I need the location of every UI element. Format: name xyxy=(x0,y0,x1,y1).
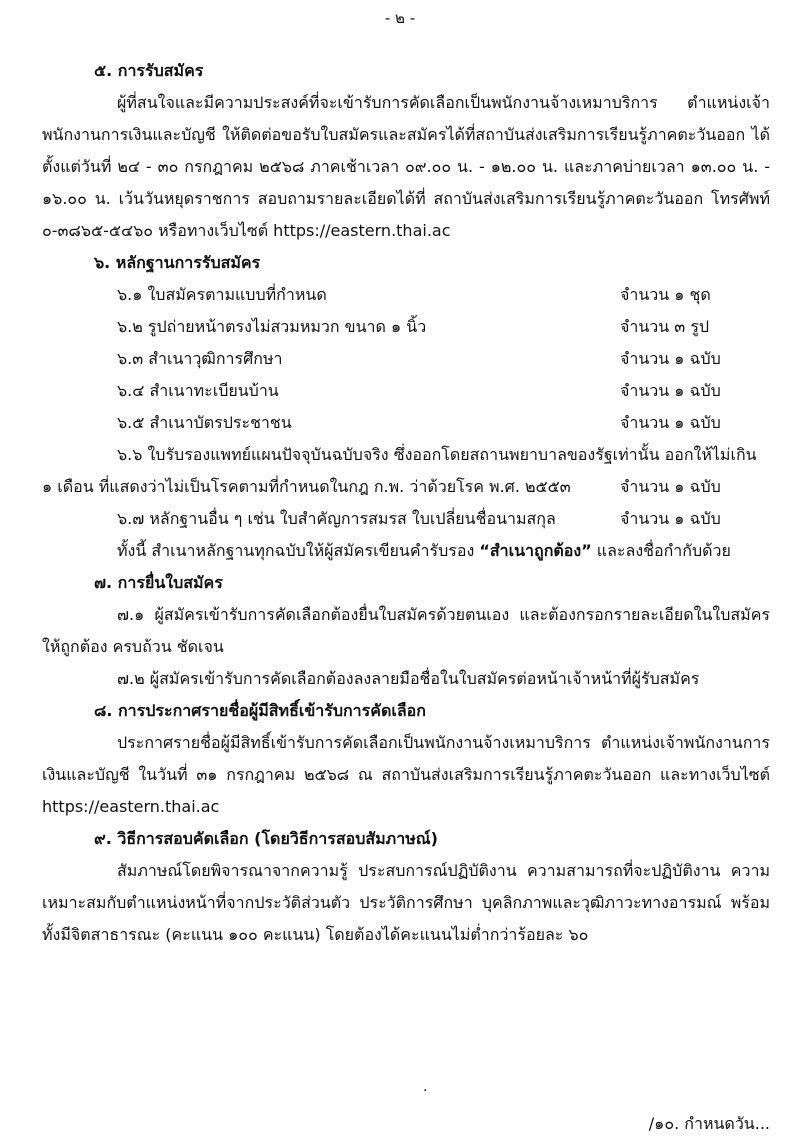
evidence-item-qty: จำนวน ๑ ฉบับ xyxy=(620,509,721,528)
evidence-item xyxy=(42,503,770,535)
evidence-item-text: ๖.๔ สำเนาทะเบียนบ้าน xyxy=(117,381,279,400)
evidence-note-before: ทั้งนี้ สำเนาหลักฐานทุกฉบับให้ผู้สมัครเขียนคำรับรอง xyxy=(117,541,480,560)
section-7-item-2: ๗.๒ ผู้สมัครเข้ารับการคัดเลือกต้องลงลายมือชื่อในใบสมัครต่อหน้าเจ้าหน้าที่ผู้รับสมัคร xyxy=(117,669,700,688)
evidence-item-qty: จำนวน ๓ รูป xyxy=(620,317,710,336)
section-9-text: สัมภาษณ์โดยพิจารณาจากความรู้ ประสบการณ์ปฏิบัติงาน ความสามารถที่จะปฏิบัติงาน ความเหมาะสมกับตำแหน่งหน้าที่จากประวัติส่วนตัว ประวัติการศึกษา บุคลิกภาพและวุฒิภาวะทางอารมณ์ พร้อมทั้งมีจิตสาธารณะ (คะแนน ๑๐๐ คะแนน) โดยต้องได้คะแนนไม่ต่ำกว่าร้อยละ ๖๐ xyxy=(42,861,770,944)
evidence-item-medical xyxy=(42,439,770,503)
scan-dot-mark: · xyxy=(423,1083,428,1099)
section-6-heading: ๖. หลักฐานการรับสมัคร xyxy=(94,253,261,272)
evidence-note xyxy=(42,535,770,567)
evidence-item-medical-line2: ๑ เดือน ที่แสดงว่าไม่เป็นโรคตามที่กำหนดในกฎ ก.พ. ว่าด้วยโรค พ.ศ. ๒๕๕๓ xyxy=(42,477,571,496)
evidence-item-medical-line1: ๖.๖ ใบรับรองแพทย์แผนปัจจุบันฉบับจริง ซึ่งออกโดยสถานพยาบาลของรัฐเท่านั้น ออกให้ไม่เกิน xyxy=(117,445,757,464)
evidence-item-text: ๖.๑ ใบสมัครตามแบบที่กำหนด xyxy=(117,285,327,304)
document-body xyxy=(42,55,770,951)
evidence-item xyxy=(42,279,770,311)
evidence-item-text: ๖.๓ สำเนาวุฒิการศึกษา xyxy=(117,349,283,368)
evidence-note-after: และลงชื่อกำกับด้วย xyxy=(591,541,731,560)
evidence-item-qty: จำนวน ๑ ฉบับ xyxy=(620,477,721,496)
page-number: - ๒ - xyxy=(384,9,416,27)
evidence-note-bold: “สำเนาถูกต้อง” xyxy=(479,541,592,560)
evidence-item xyxy=(42,407,770,439)
section-5-heading: ๕. การรับสมัคร xyxy=(94,61,204,80)
evidence-item-text: ๖.๕ สำเนาบัตรประชาชน xyxy=(117,413,292,432)
evidence-item-qty: จำนวน ๑ ชุด xyxy=(620,285,711,304)
continuation-footer: /๑๐. กำหนดวัน... xyxy=(648,1114,770,1133)
section-7-item-1: ๗.๑ ผู้สมัครเข้ารับการคัดเลือกต้องยื่นใบสมัครด้วยตนเอง และต้องกรอกรายละเอียดในใบสมัครให้ถูกต้อง ครบถ้วน ชัดเจน xyxy=(42,605,770,656)
section-7-heading: ๗. การยื่นใบสมัคร xyxy=(94,573,223,592)
evidence-item xyxy=(42,375,770,407)
evidence-item-qty: จำนวน ๑ ฉบับ xyxy=(620,413,721,432)
evidence-item-text: ๖.๒ รูปถ่ายหน้าตรงไม่สวมหมวก ขนาด ๑ นิ้ว xyxy=(117,317,427,336)
section-5-text: ผู้ที่สนใจและมีความประสงค์ที่จะเข้ารับการคัดเลือกเป็นพนักงานจ้างเหมาบริการ ตำแหน่งเจ้าพนักงานการเงินและบัญชี ให้ติดต่อขอรับใบสมัครและสมัครได้ที่สถาบันส่งเสริมการเรียนรู้ภาคตะวันออก ได้ตั้งแต่วันที่ ๒๔ - ๓๐ กรกฎาคม ๒๕๖๘ ภาคเช้าเวลา ๐๙.๐๐ น. - ๑๒.๐๐ น. และภาคบ่ายเวลา ๑๓.๐๐ น. - ๑๖.๐๐ น. เว้นวันหยุดราชการ สอบถามรายละเอียดได้ที่ สถาบันส่งเสริมการเรียนรู้ภาคตะวันออก โทรศัพท์ ๐-๓๘๖๕-๕๔๖๐ หรือทางเว็บไซต์ https://eastern.thai.ac xyxy=(42,93,771,240)
evidence-item-qty: จำนวน ๑ ฉบับ xyxy=(620,381,721,400)
evidence-item xyxy=(42,311,770,343)
evidence-item-qty: จำนวน ๑ ฉบับ xyxy=(620,349,721,368)
section-8-text: ประกาศรายชื่อผู้มีสิทธิ์เข้ารับการคัดเลือกเป็นพนักงานจ้างเหมาบริการ ตำแหน่งเจ้าพนักงานการเงินและบัญชี ในวันที่ ๓๑ กรกฎาคม ๒๕๖๘ ณ สถาบันส่งเสริมการเรียนรู้ภาคตะวันออก และทางเว็บไซต์ https://eastern.thai.ac xyxy=(42,733,770,816)
evidence-item-text: ๖.๗ หลักฐานอื่น ๆ เช่น ใบสำคัญการสมรส ใบเปลี่ยนชื่อนามสกุล xyxy=(117,509,556,528)
section-9-heading: ๙. วิธีการสอบคัดเลือก (โดยวิธีการสอบสัมภาษณ์) xyxy=(94,829,438,848)
section-8-heading: ๘. การประกาศรายชื่อผู้มีสิทธิ์เข้ารับการคัดเลือก xyxy=(94,701,426,720)
evidence-item xyxy=(42,343,770,375)
